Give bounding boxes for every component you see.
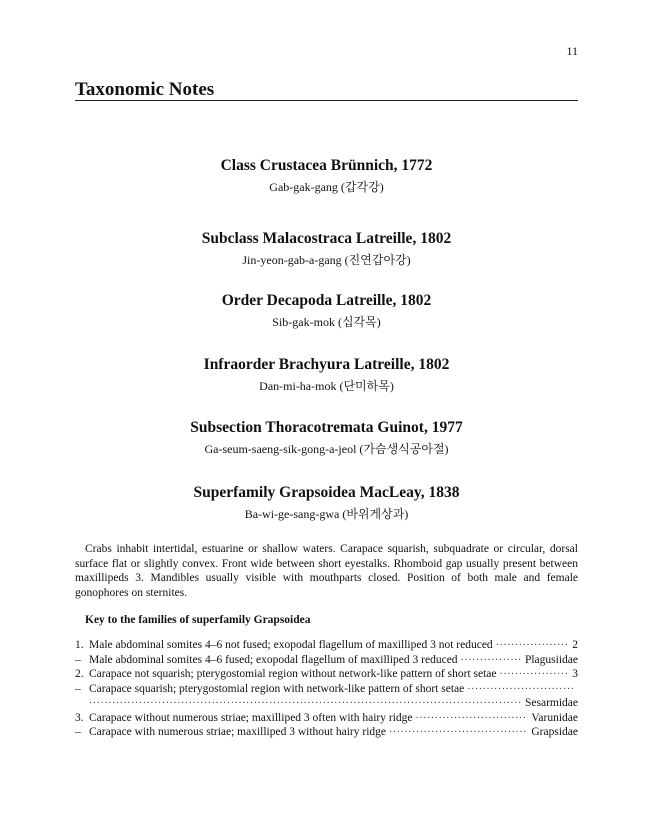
key-leader [461,654,522,669]
taxon-subclass [75,229,578,268]
key-text: Carapace without numerous striae; maxilliped 3 often with hairy ridge [89,711,413,724]
key-marker: – [75,726,81,738]
key-couplet [75,638,578,653]
key-leader [89,697,522,712]
key-text: Male abdominal somites 4–6 fused; exopodal flagellum of maxilliped 3 reduced [89,653,458,666]
identification-key [75,638,578,740]
key-leader [416,712,529,727]
key-result: Grapsidae [531,726,578,738]
key-couplet [75,653,578,668]
key-text: Male abdominal somites 4–6 not fused; exopodal flagellum of maxilliped 3 not reduced [89,639,493,651]
description-paragraph: Crabs inhabit intertidal, estuarine or shallow waters. Carapace squarish, subquadrate or circular, dorsal surface flat or slightly convex. Front wide between short eyestalks. Rhomboid gap usually present between maxillipeds 3. Mandibles usually visible with mouthparts closed. Position of both male and female gonophores on sternites. [75,543,578,599]
key-leader [467,683,575,698]
taxon-name: Class Crustacea Brünnich, 1772 [220,157,433,174]
taxon-romanized: Ba-wi-ge-sang-gwa (바위게상과) [244,507,409,521]
key-text: Carapace squarish; pterygostomial region with network-like pattern of short setae [89,682,465,695]
taxon-romanized: Sib-gak-mok (십각목) [272,315,381,329]
key-marker: – [75,653,81,666]
key-result: 3 [572,668,578,680]
page-number: 11 [566,44,578,58]
key-marker: – [75,682,81,695]
taxon-class [75,156,578,195]
key-leader [389,726,528,741]
taxon-infraorder [75,355,578,394]
taxon-subsection [75,418,578,457]
key-text: Carapace with numerous striae; maxilliped 3 without hairy ridge [89,726,387,738]
taxon-name: Superfamily Grapsoidea MacLeay, 1838 [193,484,460,501]
taxon-romanized: Gab-gak-gang (갑각강) [269,180,384,194]
key-result: Varunidae [531,711,578,724]
key-result: 2 [572,639,578,651]
key-continuation [75,696,578,711]
key-marker: 1. [75,639,84,651]
taxon-name: Subsection Thoracotremata Guinot, 1977 [190,419,463,436]
key-leader [496,639,570,654]
taxon-superfamily [75,483,578,522]
heading-rule [75,100,578,101]
key-leader [500,668,570,683]
key-couplet [75,682,578,697]
taxon-name: Subclass Malacostraca Latreille, 1802 [201,230,452,247]
key-result: Plagusiidae [524,653,578,666]
key-couplet [75,667,578,682]
key-result: Sesarmidae [524,697,578,709]
key-text: Carapace not squarish; pterygostomial region without network-like pattern of short setae [89,668,497,680]
taxon-name: Order Decapoda Latreille, 1802 [221,292,432,309]
key-marker: 2. [75,668,84,680]
taxon-order [75,291,578,330]
taxon-romanized: Jin-yeon-gab-a-gang (진연갑아강) [242,253,411,267]
key-heading: Key to the families of superfamily Grapsoidea [85,614,311,626]
key-couplet [75,725,578,740]
taxon-romanized: Dan-mi-ha-mok (단미하목) [259,379,394,393]
key-couplet [75,711,578,726]
key-marker: 3. [75,711,84,724]
taxon-name: Infraorder Brachyura Latreille, 1802 [203,356,450,373]
taxon-romanized: Ga-seum-saeng-sik-gong-a-jeol (가슴생식공아절) [204,442,449,456]
section-heading: Taxonomic Notes [75,79,215,100]
